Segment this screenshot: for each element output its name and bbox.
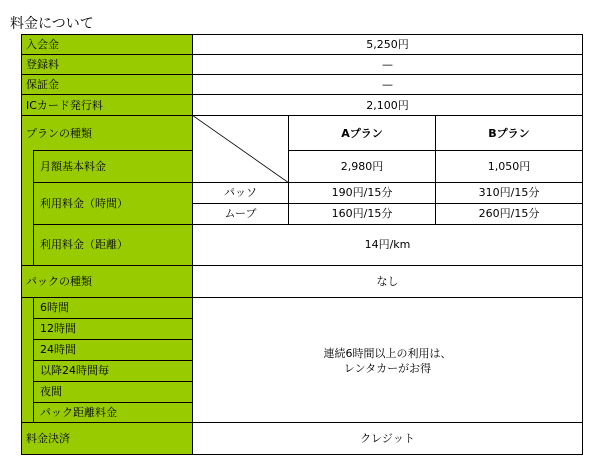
plan-monthly-a-text: 2,980円 <box>340 160 384 173</box>
row-nyukaikin-value-text: 5,250円 <box>366 38 409 51</box>
pack-label-text: パックの種類 <box>26 275 92 288</box>
plan-move-b-text: 260円/15分 <box>478 207 540 220</box>
row-hoshokin-value-text: — <box>382 78 393 91</box>
pack-note-line1: 連続6時間以上の利用は、 <box>323 347 452 360</box>
plan-move-a-text: 160円/15分 <box>331 207 393 220</box>
plan-move-label-text: ムーブ <box>224 207 257 220</box>
pack-item-text: 12時間 <box>40 322 76 335</box>
pack-item-text: パック距離料金 <box>40 406 117 419</box>
row-ic-card-value-text: 2,100円 <box>366 99 409 112</box>
row-nyukaikin-label-text: 入会金 <box>26 38 59 51</box>
pack-value-text: なし <box>376 275 399 288</box>
row-hoshokin-label-text: 保証金 <box>26 78 59 91</box>
pack-item-text: 6時間 <box>40 301 69 314</box>
page-title: 料金について <box>10 16 94 32</box>
row-ic-card-label-text: ICカード発行料 <box>26 99 103 112</box>
pack-item-text: 以降24時間毎 <box>40 364 109 377</box>
plan-monthly-b-text: 1,050円 <box>487 160 531 173</box>
plan-usage-time-label-text: 利用料金（時間） <box>40 197 128 210</box>
payment-value-text: クレジット <box>360 432 415 445</box>
row-torokuryo-value-text: — <box>382 58 393 71</box>
plan-passo-label-text: パッソ <box>224 186 257 199</box>
plan-monthly-label-text: 月額基本料金 <box>40 160 106 173</box>
plan-passo-b-text: 310円/15分 <box>478 186 540 199</box>
plan-col-a-header-text: Aプラン <box>341 127 383 140</box>
pack-item-text: 24時間 <box>40 343 76 356</box>
plan-passo-a-text: 190円/15分 <box>331 186 393 199</box>
plan-usage-distance-label-text: 利用料金（距離） <box>40 238 128 251</box>
plan-section-label-text: プランの種類 <box>26 127 92 140</box>
pack-note-cell <box>192 297 583 423</box>
payment-label-text: 料金決済 <box>26 432 70 445</box>
pack-note-line2: レンタカーがお得 <box>343 362 432 375</box>
plan-col-b-header-text: Bプラン <box>488 127 530 140</box>
pack-item-text: 夜間 <box>40 385 62 398</box>
row-torokuryo-label-text: 登録料 <box>26 58 59 71</box>
plan-distance-value-text: 14円/km <box>364 238 411 251</box>
plan-corner-diagonal <box>192 115 289 183</box>
